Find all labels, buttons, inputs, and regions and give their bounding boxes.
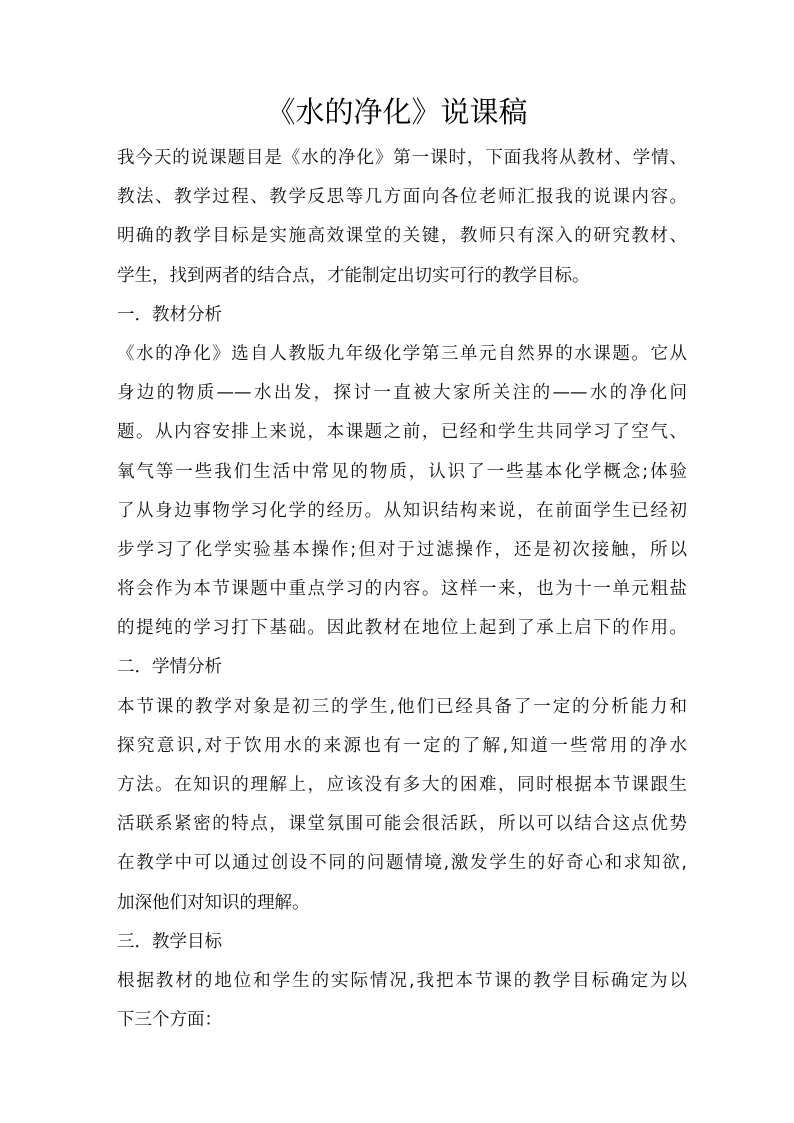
paragraph-line: 教法、教学过程、教学反思等几方面向各位老师汇报我的说课内容。 <box>117 187 687 208</box>
paragraph-line: 氧气等一些我们生活中常见的物质，认识了一些基本化学概念;体验 <box>117 461 687 482</box>
section-heading: 一．教材分析 <box>117 304 222 325</box>
paragraph-line: 了从身边事物学习化学的经历。从知识结构来说，在前面学生已经初 <box>117 500 687 521</box>
paragraph-line: 下三个方面： <box>117 1010 222 1031</box>
paragraph-line: 活联系紧密的特点，课堂氛围可能会很活跃，所以可以结合这点优势 <box>117 814 687 835</box>
paragraph-line: 《水的净化》选自人教版九年级化学第三单元自然界的水课题。它从 <box>117 343 687 364</box>
section-heading: 二．学情分析 <box>117 657 222 678</box>
paragraph-line: 学生，找到两者的结合点，才能制定出切实可行的教学目标。 <box>117 265 590 286</box>
paragraph-line: 探究意识,对于饮用水的来源也有一定的了解,知道一些常用的净水 <box>117 735 687 756</box>
paragraph-line: 明确的教学目标是实施高效课堂的关键，教师只有深入的研究教材、 <box>117 226 687 247</box>
paragraph-line: 将会作为本节课题中重点学习的内容。这样一来，也为十一单元粗盐 <box>117 579 687 600</box>
paragraph-line: 本节课的教学对象是初三的学生,他们已经具备了一定的分析能力和 <box>117 696 687 717</box>
paragraph-line: 方法。在知识的理解上，应该没有多大的困难，同时根据本节课跟生 <box>117 775 687 795</box>
document-title: 《水的净化》说课稿 <box>266 95 528 129</box>
paragraph-line: 根据教材的地位和学生的实际情况,我把本节课的教学目标确定为以 <box>117 970 687 991</box>
paragraph-line: 的提纯的学习打下基础。因此教材在地位上起到了承上启下的作用。 <box>117 618 687 639</box>
paragraph-line: 身边的物质——水出发，探讨一直被大家所关注的——水的净化问 <box>117 383 687 404</box>
document-body <box>117 139 687 1040</box>
paragraph-line: 在教学中可以通过创设不同的问题情境,激发学生的好奇心和求知欲, <box>117 853 687 874</box>
paragraph-line: 我今天的说课题目是《水的净化》第一课时，下面我将从教材、学情、 <box>117 148 687 168</box>
section-heading: 三．教学目标 <box>117 931 222 952</box>
paragraph-line: 步学习了化学实验基本操作;但对于过滤操作，还是初次接触，所以 <box>117 539 687 560</box>
paragraph-line: 题。从内容安排上来说，本课题之前，已经和学生共同学习了空气、 <box>117 422 687 443</box>
paragraph-line: 加深他们对知识的理解。 <box>117 892 310 913</box>
